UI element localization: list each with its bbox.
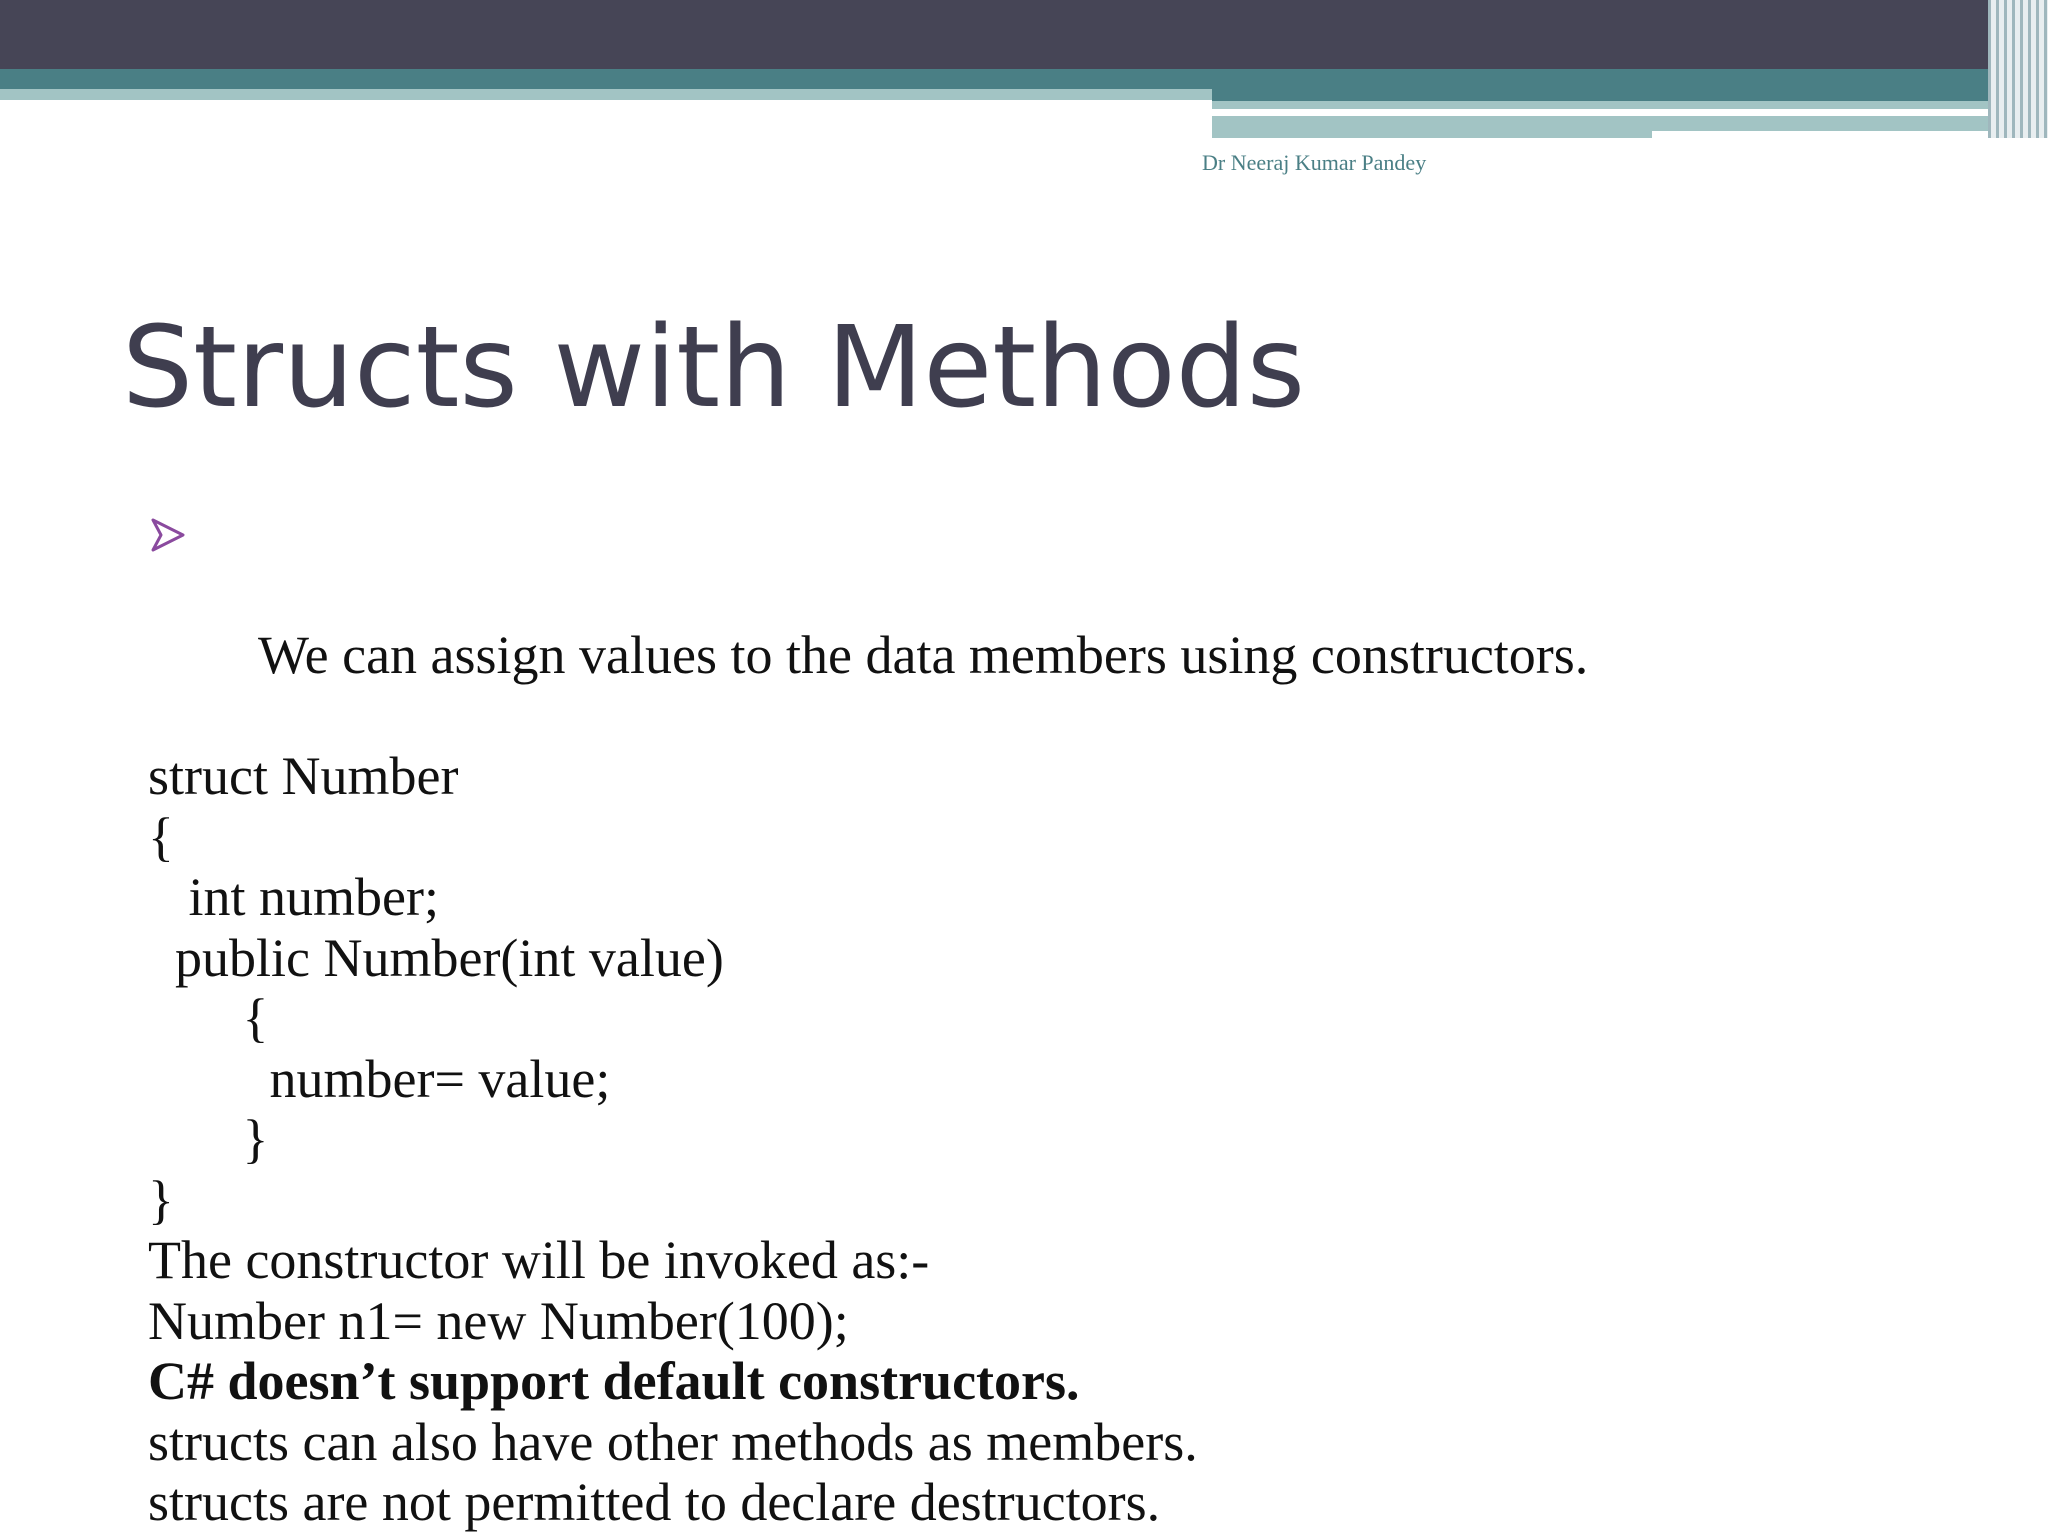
code-line-instantiation: Number n1= new Number(100); (148, 1290, 849, 1351)
code-line-ctor-close-brace: } (148, 1109, 269, 1169)
code-line-field: int number; (148, 867, 439, 927)
header-band-light-right (1212, 101, 2012, 109)
header-band-light-right-lower (1212, 116, 1652, 138)
code-line-open-brace: { (148, 806, 174, 867)
slide-content (148, 504, 1948, 1533)
code-line-assignment: number= value; (148, 1048, 611, 1109)
code-line-struct: struct Number (148, 746, 459, 806)
header-band-light-left (0, 89, 1212, 100)
text-line-invocation: The constructor will be invoked as:- (148, 1230, 930, 1290)
text-line-destructors-note: structs are not permitted to declare destructors. (148, 1472, 1161, 1532)
bullet-item (148, 504, 1948, 746)
header-stripes-decoration (1988, 0, 2048, 138)
code-line-ctor-open-brace: { (148, 988, 269, 1048)
header-band-white-line (1212, 109, 1897, 116)
author-label: Dr Neeraj Kumar Pandey (1202, 150, 1427, 175)
header-band-light-right-end (1652, 116, 2012, 131)
bullet-text: We can assign values to the data members using constructors. (258, 625, 1589, 685)
header-band-teal (0, 69, 2048, 89)
slide-title: Structs with Methods (122, 303, 1306, 433)
arrow-bullet-icon (151, 518, 185, 552)
text-line-methods-note: structs can also have other methods as members. (148, 1411, 1198, 1472)
code-line-close-brace: } (148, 1169, 174, 1230)
text-line-default-ctor-note: C# doesn’t support default constructors. (148, 1351, 1080, 1411)
header-band-dark (0, 0, 2048, 69)
code-line-constructor: public Number(int value) (148, 927, 724, 988)
header-band-teal-right (1212, 89, 2012, 101)
